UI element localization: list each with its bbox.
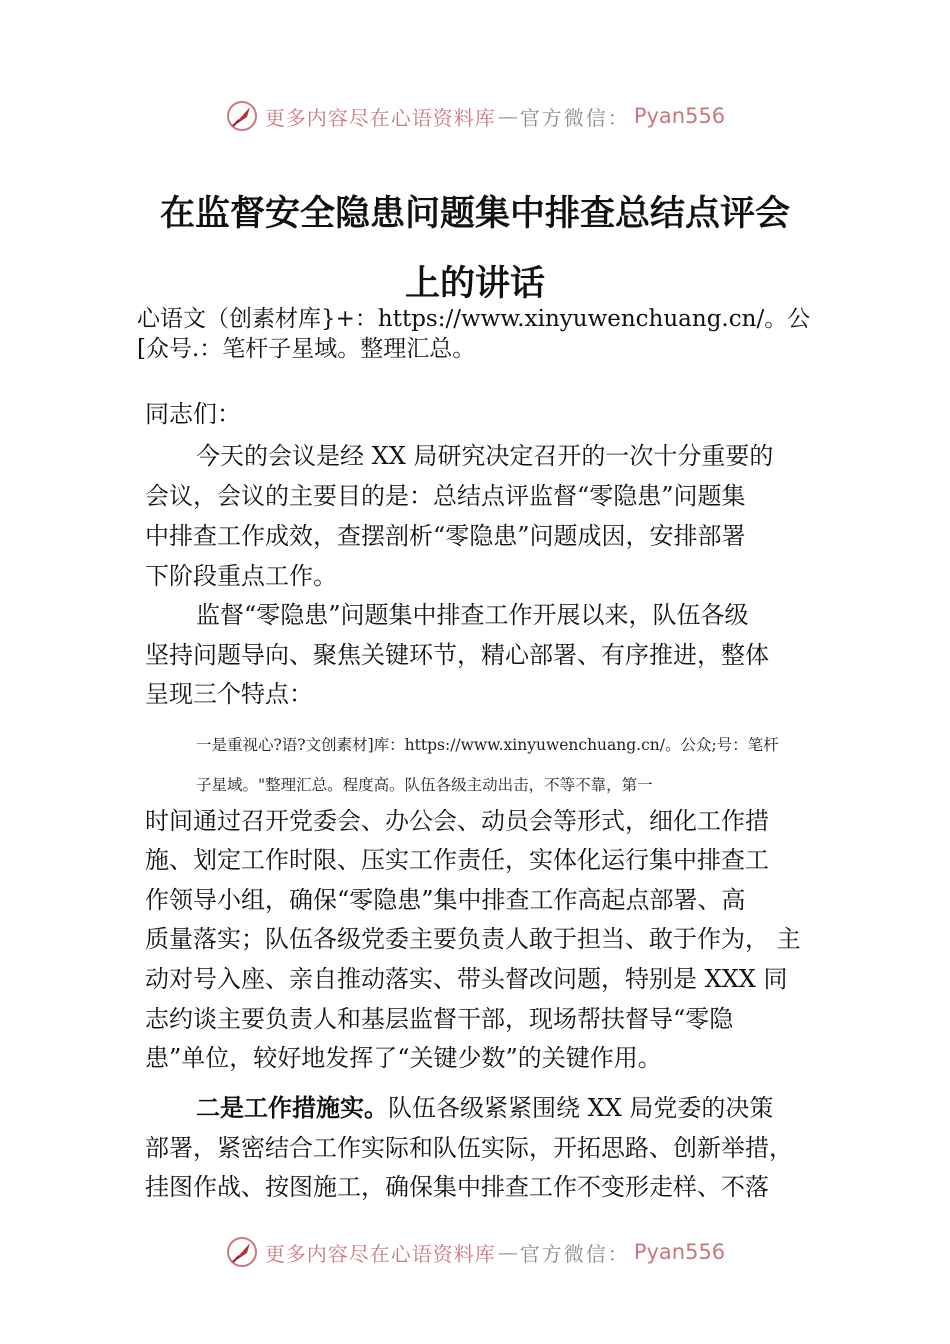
p4-bold-lead: 二是工作措施实。: [196, 1094, 388, 1122]
banner-wechat-label: 官方微信：: [519, 1241, 630, 1266]
p4-line: 挂图作战、按图施工，确保集中排查工作不变形走样、不落: [145, 1173, 769, 1201]
banner-dash: —: [497, 104, 518, 128]
banner-main-text: 更多内容尽在心语资料库: [264, 105, 496, 130]
p3-line: 作领导小组，确保“零隐患”集中排查工作高起点部署、高: [145, 886, 746, 914]
source-note-line2: [众号.：笔杆子星域。整理汇总。: [137, 336, 476, 362]
p1-line: 会议，会议的主要目的是：总结点评监督“零隐患”问题集: [145, 482, 746, 510]
quill-logo-icon: [225, 99, 259, 133]
p4-line: 部署，紧密结合工作实际和队伍实际，开拓思路、创新举措，: [145, 1134, 793, 1162]
p1-line: 下阶段重点工作。: [145, 562, 337, 590]
p1-line: 中排查工作成效，查摆剖析“零隐患”问题成因，安排部署: [145, 522, 746, 550]
p3-line: 时间通过召开党委会、办公会、动员会等形式，细化工作措: [145, 807, 769, 835]
document-title-line1: 在监督安全隐患问题集中排查总结点评会: [159, 193, 790, 234]
p3-line: 质量落实；队伍各级党委主要负责人敢于担当、敢于作为， 主: [145, 925, 801, 953]
p3-line: 动对号入座、亲自推动落实、带头督改问题，特别是 XXX 同: [145, 965, 788, 993]
p2-line: 监督“零隐患”问题集中排查工作开展以来，队伍各级: [196, 601, 749, 629]
banner-dash: —: [497, 1240, 518, 1264]
p2-line: 坚持问题导向、聚焦关键环节，精心部署、有序推进，整体: [145, 641, 769, 669]
quill-logo-icon: [225, 1235, 259, 1269]
header-banner: [0, 96, 950, 136]
small-note-line: 一是重视心?语?文创素材]库：https://www.xinyuwenchuang.cn/。公众;号：笔杆: [196, 736, 779, 754]
p4-line: 队伍各级紧紧围绕 XX 局党委的决策: [388, 1094, 774, 1122]
banner-main-text: 更多内容尽在心语资料库: [264, 1241, 496, 1266]
footer-banner: [0, 1232, 950, 1272]
p4-first-line: [196, 1092, 876, 1124]
banner-wechat-label: 官方微信：: [519, 105, 630, 130]
p2-line: 呈现三个特点：: [145, 680, 313, 708]
banner-wechat-id: Pyan556: [633, 104, 726, 128]
p1-line: 今天的会议是经 XX 局研究决定召开的一次十分重要的: [196, 442, 774, 470]
banner-wechat-id: Pyan556: [633, 1240, 726, 1264]
p3-line: 患”单位，较好地发挥了“关键少数”的关键作用。: [145, 1044, 662, 1072]
greeting: 同志们：: [145, 400, 241, 428]
document-title-line2: 上的讲话: [404, 263, 545, 304]
source-note-line1: 心语文（创素材库}+：https://www.xinyuwenchuang.cn/。公: [137, 306, 811, 332]
p3-line: 志约谈主要负责人和基层监督干部，现场帮扶督导“零隐: [145, 1005, 734, 1033]
p3-line: 施、划定工作时限、压实工作责任，实体化运行集中排查工: [145, 846, 769, 874]
small-note-line: 子星域。"整理汇总。程度高。队伍各级主动出击，不等不靠，第一: [196, 776, 653, 794]
